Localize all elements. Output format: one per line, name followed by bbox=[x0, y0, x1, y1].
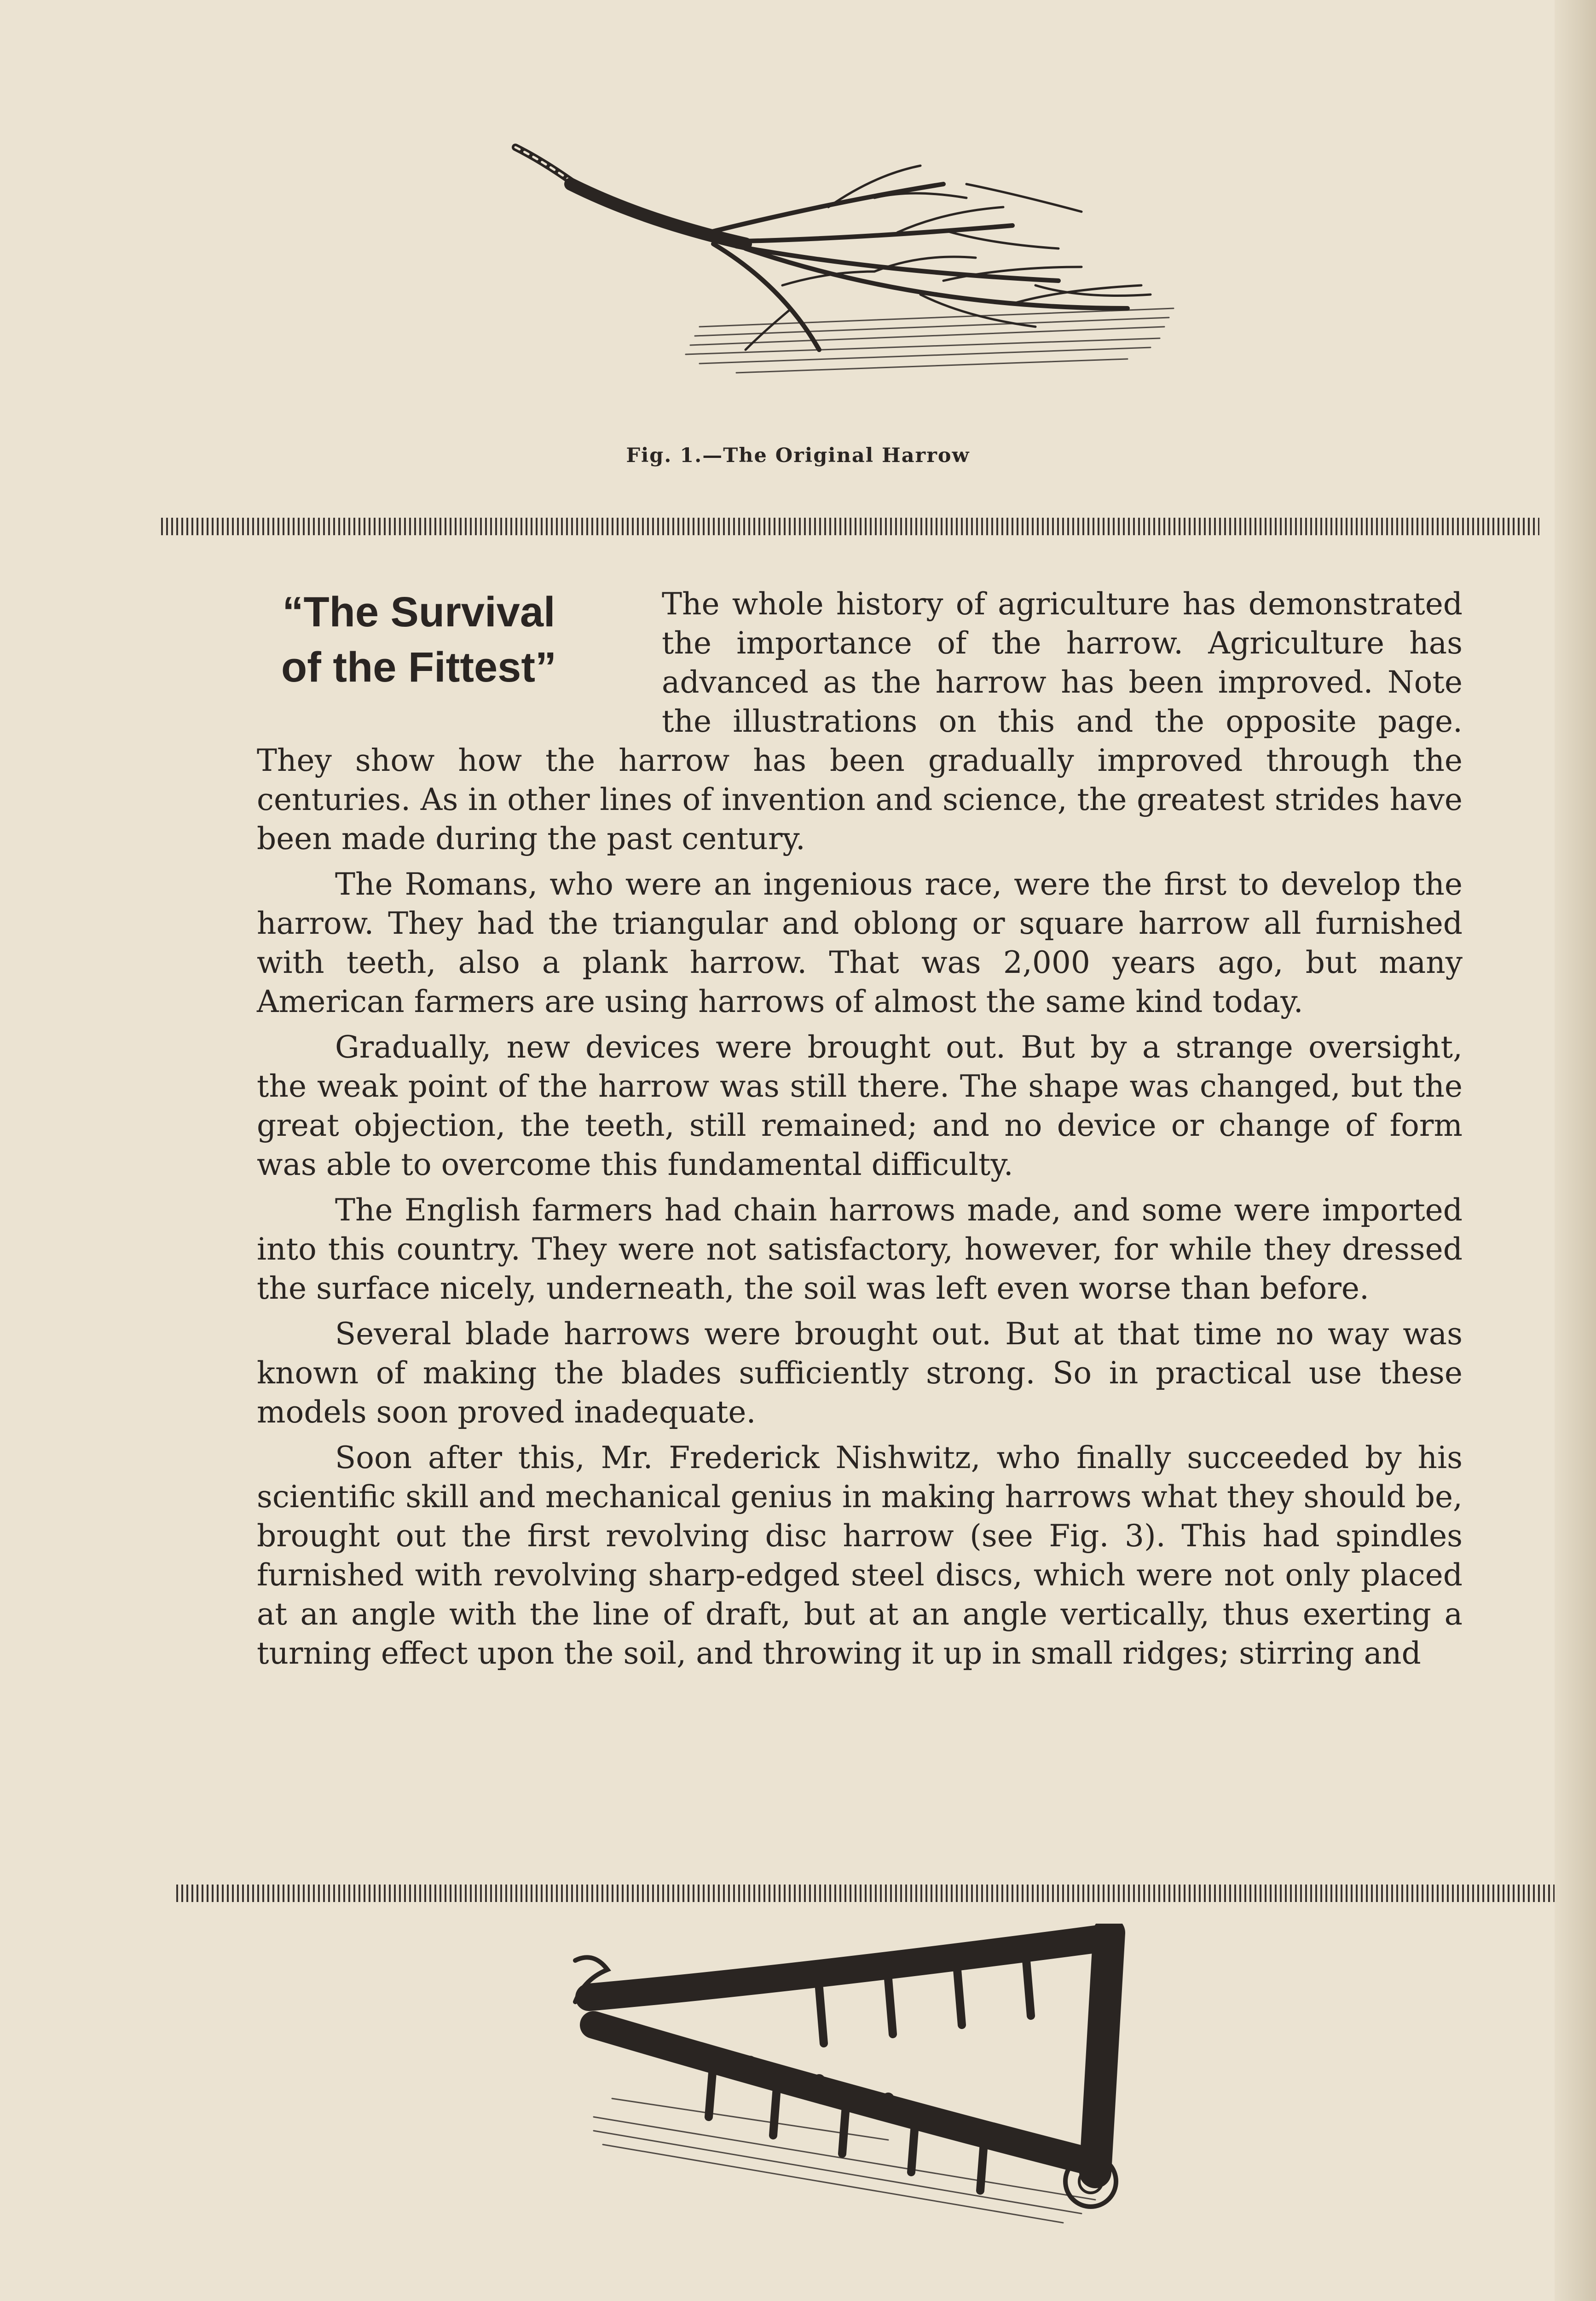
section-heading-line2: of the Fittest” bbox=[281, 644, 556, 691]
cross-bar-harrow-illustration bbox=[566, 1924, 1187, 2237]
page-edge bbox=[1555, 0, 1596, 2301]
paragraph-4: The English farmers had chain harrows made, and some were imported into this country. They were not satisfactory, however, for while they dressed the surface nicely, underneath, the soil was left even worse than before. bbox=[257, 1192, 1463, 1306]
paragraph-1: The whole history of agriculture has demonstrated the importance of the harrow. Agriculture has advanced as the harrow has been improved. Note the illustrations on this and the opposite page. They show how the harrow has been gradually improved through the centuries. As in other lines of invention and science, the greatest strides have been made during the past century. bbox=[257, 586, 1463, 856]
figure1-caption: Fig. 1.—The Original Harrow bbox=[626, 444, 970, 467]
paragraph-3: Gradually, new devices were brought out. But by a strange oversight, the weak point of the harrow was still there. The shape was changed, but the great objection, the teeth, still remained; and no device or change of form was able to overcome this fundamental difficulty. bbox=[257, 1029, 1463, 1182]
original-harrow-illustration bbox=[506, 133, 1197, 400]
paragraph-2: The Romans, who were an ingenious race, were the first to develop the harrow. They had the triangular and oblong or square harrow all furnished with teeth, also a plank harrow. That was 2,000 years ago, but many American farmers are using harrows of almost the same kind today. bbox=[257, 867, 1463, 1019]
divider-bottom bbox=[176, 1885, 1555, 1902]
divider-top bbox=[161, 518, 1539, 535]
section-heading-line1: “The Survival bbox=[282, 589, 555, 636]
article-body bbox=[257, 584, 1463, 1679]
paragraph-5: Several blade harrows were brought out. But at that time no way was known of making the blades sufficiently strong. So in practical use these models soon proved inadequate. bbox=[257, 1316, 1463, 1430]
paragraph-6: Soon after this, Mr. Frederick Nishwitz, who finally succeeded by his scientific skill and mechanical genius in making harrows what they should be, brought out the first revolving disc harrow (see Fig. 3). This had spindles furnished with revolving sharp-edged steel discs, which were not only placed at an angle with the line of draft, but at an angle vertically, thus exerting a turning effect upon the soil, and throwing it up in small ridges; stirring and bbox=[257, 1440, 1463, 1671]
